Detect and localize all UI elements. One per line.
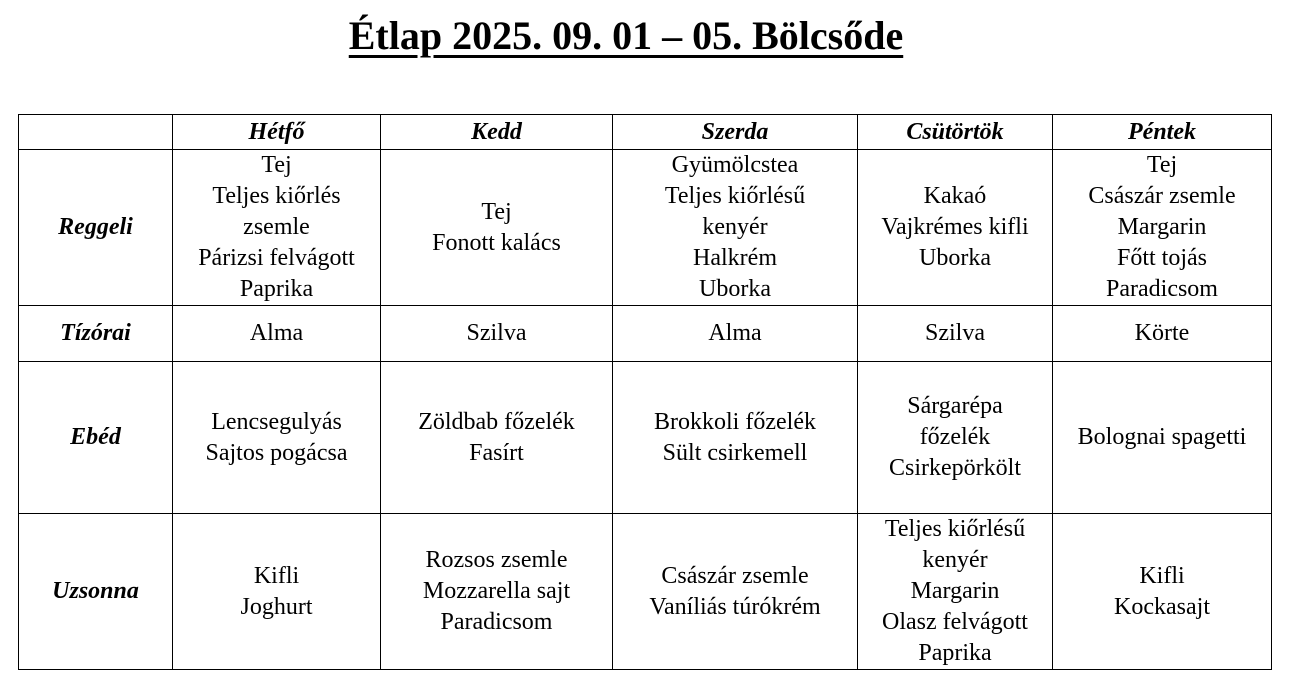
menu-item: Szilva	[466, 320, 527, 346]
day-header-monday: Hétfő	[173, 115, 381, 150]
row-reggeli	[19, 150, 1272, 306]
menu-cell-thursday	[858, 150, 1053, 306]
menu-cell-thursday	[858, 514, 1053, 670]
menu-item: Fonott kalács	[432, 229, 561, 256]
menu-item: Vaníliás túrókrém	[649, 593, 821, 620]
menu-item: Bolognai spagetti	[1077, 424, 1247, 450]
header-row	[19, 115, 1272, 150]
menu-cell-friday	[1053, 306, 1272, 362]
menu-cell-wednesday	[613, 306, 858, 362]
menu-item: Joghurt	[240, 593, 313, 620]
menu-item: Fasírt	[469, 439, 524, 466]
menu-item: Mozzarella sajt	[422, 578, 571, 604]
meal-label: Reggeli	[19, 150, 173, 306]
menu-item: Paradicsom	[1106, 276, 1218, 302]
menu-item: Kifli	[1139, 562, 1185, 589]
menu-item: Körte	[1134, 320, 1190, 346]
menu-item: Uborka	[699, 276, 771, 302]
menu-item: Sárgarépa	[907, 393, 1003, 419]
meal-label: Ebéd	[19, 362, 173, 514]
menu-item: Lencsegulyás	[211, 408, 342, 435]
menu-cell-friday	[1053, 362, 1272, 514]
menu-cell-thursday	[858, 362, 1053, 514]
menu-item: főzelék	[919, 424, 991, 450]
menu-item: Tej	[261, 152, 292, 178]
day-header-thursday: Csütörtök	[858, 115, 1053, 150]
day-header-wednesday: Szerda	[613, 115, 858, 150]
day-header-tuesday: Kedd	[381, 115, 613, 150]
menu-cell-wednesday	[613, 362, 858, 514]
menu-item: zsemle	[243, 214, 310, 240]
day-header-friday: Péntek	[1053, 115, 1272, 150]
menu-item: Császár zsemle	[1088, 183, 1236, 209]
menu-item: Császár zsemle	[661, 562, 809, 589]
page-title: Étlap 2025. 09. 01 – 05. Bölcsőde	[348, 13, 904, 58]
menu-item: Teljes kiőrlésű	[884, 516, 1026, 542]
menu-item: Kockasajt	[1114, 593, 1210, 620]
menu-cell-tuesday	[381, 150, 613, 306]
menu-item: Teljes kiőrlésű	[664, 183, 806, 209]
menu-item: kenyér	[702, 214, 768, 240]
menu-cell-monday	[173, 514, 381, 670]
menu-item: kenyér	[922, 547, 988, 573]
menu-item: Paprika	[918, 640, 992, 666]
menu-item: Tej	[1146, 152, 1178, 178]
menu-item: Margarin	[1117, 214, 1207, 240]
menu-cell-thursday	[858, 306, 1053, 362]
menu-item: Brokkoli főzelék	[654, 408, 816, 435]
menu-cell-friday	[1053, 514, 1272, 670]
menu-item: Zöldbab főzelék	[418, 408, 575, 435]
menu-item: Margarin	[910, 578, 1000, 604]
menu-item: Rozsos zsemle	[425, 547, 568, 573]
menu-cell-monday	[173, 150, 381, 306]
menu-cell-tuesday	[381, 362, 613, 514]
row-tizorai	[19, 306, 1272, 362]
corner-cell	[19, 115, 173, 150]
row-uzsonna	[19, 514, 1272, 670]
menu-item: Tej	[481, 198, 512, 225]
menu-cell-tuesday	[381, 306, 613, 362]
menu-item: Főtt tojás	[1116, 245, 1207, 271]
menu-cell-tuesday	[381, 514, 613, 670]
menu-cell-monday	[173, 306, 381, 362]
menu-item: Paradicsom	[440, 609, 553, 635]
menu-item: Olasz felvágott	[882, 609, 1028, 635]
menu-item: Sült csirkemell	[662, 439, 808, 466]
row-ebed	[19, 362, 1272, 514]
menu-item: Sajtos pogácsa	[205, 439, 348, 466]
menu-item: Vajkrémes kifli	[881, 214, 1029, 240]
menu-item: Teljes kiőrlés	[212, 183, 341, 209]
menu-item: Halkrém	[693, 245, 777, 271]
menu-item: Uborka	[919, 245, 991, 271]
menu-item: Kakaó	[923, 183, 987, 209]
menu-item: Csirkepörkölt	[889, 455, 1021, 481]
menu-cell-wednesday	[613, 150, 858, 306]
menu-table	[18, 114, 1272, 670]
menu-item: Szilva	[925, 320, 985, 346]
menu-item: Párizsi felvágott	[198, 245, 355, 271]
menu-cell-monday	[173, 362, 381, 514]
meal-label: Tízórai	[19, 306, 173, 362]
menu-item: Kifli	[253, 562, 300, 589]
meal-label: Uzsonna	[19, 514, 173, 670]
menu-cell-friday	[1053, 150, 1272, 306]
menu-item: Paprika	[239, 276, 314, 302]
menu-item: Alma	[708, 320, 762, 346]
menu-item: Alma	[249, 320, 304, 346]
menu-cell-wednesday	[613, 514, 858, 670]
menu-item: Gyümölcstea	[671, 152, 799, 178]
